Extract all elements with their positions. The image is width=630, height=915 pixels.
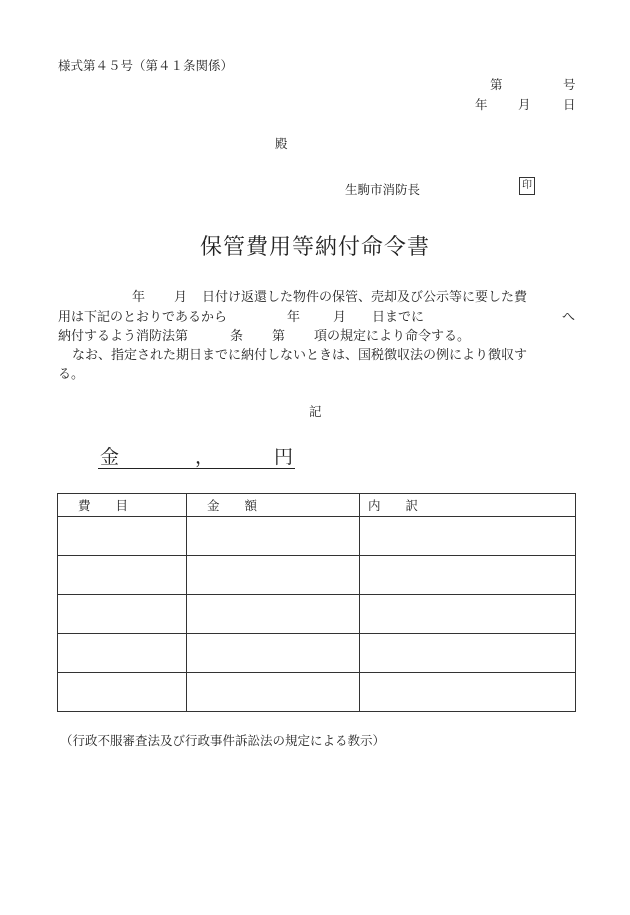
cell-amount[interactable]	[187, 556, 360, 595]
header-item: 費 目	[58, 494, 187, 517]
cell-amount[interactable]	[187, 595, 360, 634]
fee-details-table	[57, 493, 576, 712]
cell-breakdown[interactable]	[360, 556, 576, 595]
table-row	[58, 595, 576, 634]
body-line3-text2: 項の規定により命令する。	[314, 329, 471, 344]
addressee-suffix: 殿	[275, 136, 288, 151]
table-header-row	[58, 494, 576, 517]
cell-amount[interactable]	[187, 517, 360, 556]
body-line2-month: 月	[333, 310, 347, 325]
body-line2-year: 年	[287, 310, 301, 325]
cell-breakdown[interactable]	[360, 673, 576, 712]
body-line3-dai: 第	[272, 329, 286, 344]
body-line4: なお、指定された期日までに納付しないときは、国税徴収法の例により徴収す	[72, 348, 528, 363]
form-number: 様式第４５号（第４１条関係）	[58, 58, 234, 73]
cell-amount[interactable]	[187, 673, 360, 712]
body-line2-to: へ	[562, 310, 576, 325]
cell-item[interactable]	[58, 673, 187, 712]
cell-item[interactable]	[58, 556, 187, 595]
issuer-title: 生駒市消防長	[345, 182, 421, 197]
date-day: 日	[563, 97, 576, 112]
body-line2-until: 日までに	[372, 310, 425, 325]
table-row	[58, 517, 576, 556]
cell-breakdown[interactable]	[360, 517, 576, 556]
ki-label: 記	[309, 404, 322, 419]
cell-amount[interactable]	[187, 634, 360, 673]
header-amount: 金 額	[187, 494, 360, 517]
header-breakdown: 内 訳	[360, 494, 576, 517]
body-line5: る。	[58, 367, 85, 382]
table-row	[58, 634, 576, 673]
body-line1-year: 年	[132, 290, 146, 305]
appeal-notice: （行政不服審査法及び行政事件訴訟法の規定による教示）	[60, 733, 386, 748]
cell-breakdown[interactable]	[360, 595, 576, 634]
cell-breakdown[interactable]	[360, 634, 576, 673]
cell-item[interactable]	[58, 517, 187, 556]
date-month: 月	[518, 97, 531, 112]
body-line3-article: 条	[230, 329, 244, 344]
date-year: 年	[475, 97, 488, 112]
body-line1-text: 日付け返還した物件の保管、売却及び公示等に要した費	[202, 290, 528, 305]
amount-yen: 円	[274, 446, 294, 468]
body-line2-text: 用は下記のとおりであるから	[58, 310, 228, 325]
table-row	[58, 673, 576, 712]
amount-comma: ，	[195, 446, 215, 468]
body-line1-month: 月	[174, 290, 188, 305]
cell-item[interactable]	[58, 595, 187, 634]
amount-kin: 金	[100, 446, 120, 468]
cell-item[interactable]	[58, 634, 187, 673]
document-title: 保管費用等納付命令書	[199, 235, 430, 260]
amount-line	[98, 442, 295, 469]
doc-number-go: 号	[563, 77, 576, 92]
doc-number-dai: 第	[490, 77, 503, 92]
table-row	[58, 556, 576, 595]
body-line3-text: 納付するよう消防法第	[58, 329, 189, 344]
seal-stamp: 印	[519, 177, 535, 195]
